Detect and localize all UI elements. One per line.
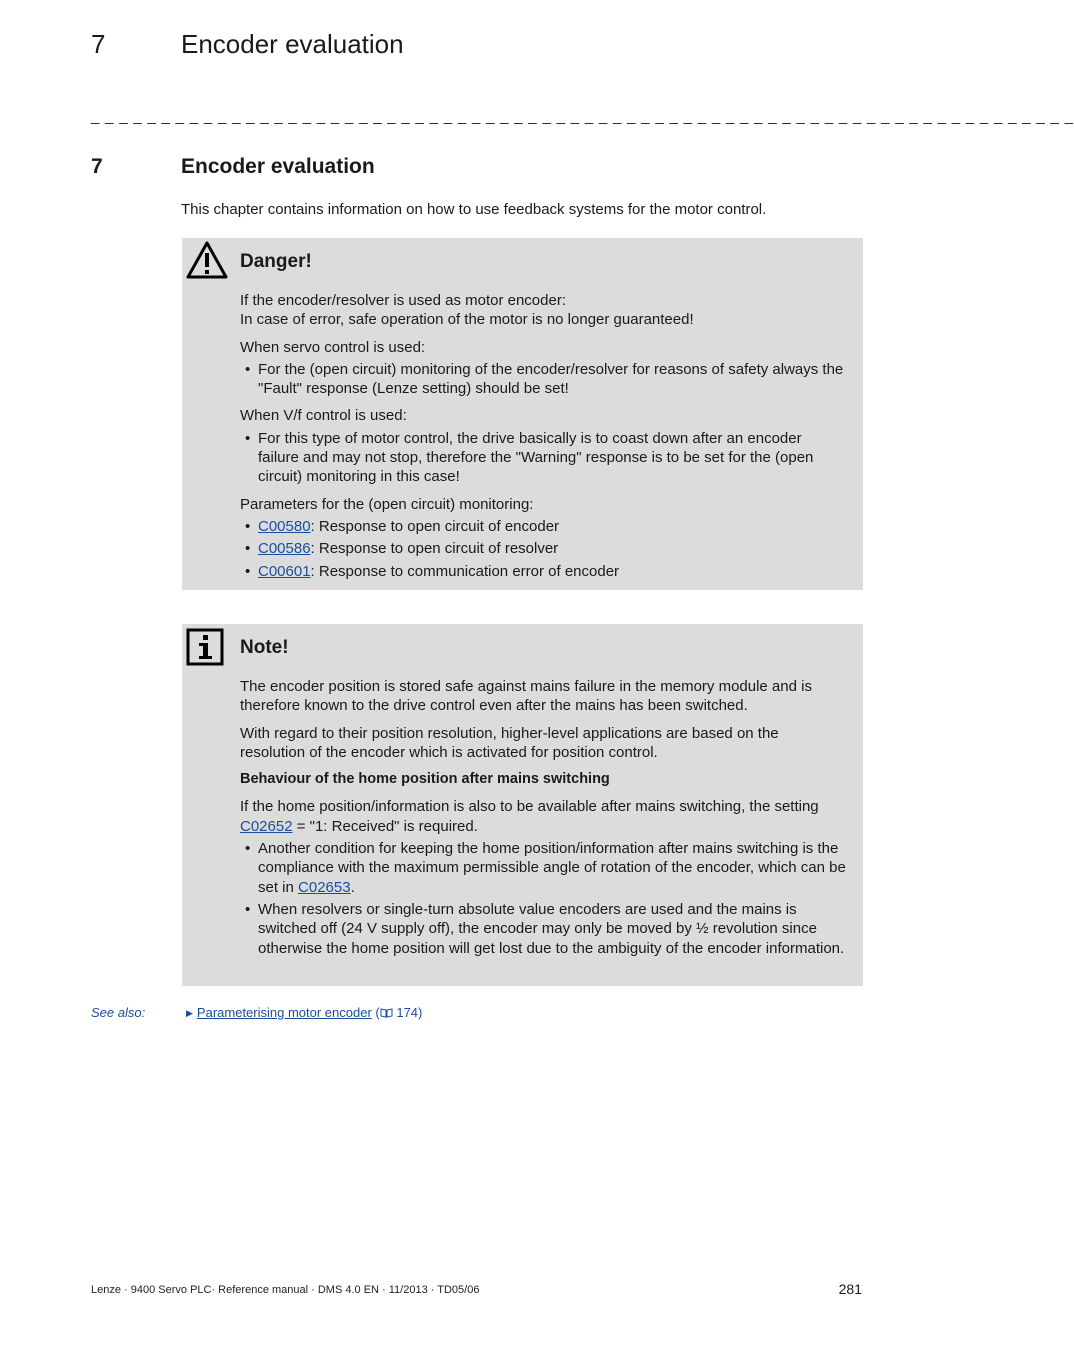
- note-paragraph: If the home position/information is also to be available after mains switching, the setting C02652 = "1: Received" is required.: [240, 798, 819, 835]
- note-box: [182, 624, 863, 986]
- section-title: Encoder evaluation: [181, 155, 375, 178]
- list-item: [240, 539, 846, 558]
- header-divider: _ _ _ _ _ _ _ _ _ _ _ _ _ _ _ _ _ _ _ _ _ _ _ _ _ _ _ _ _ _ _ _ _ _ _ _ _ _ _ _ _ _ _ _ _ _ _ _ _ _ _ _ _ _ _ _ _ _ _ _ _ _ _ _ _ _ _ _ _ _: [91, 108, 1074, 125]
- warning-triangle-icon: [186, 241, 228, 279]
- list-item: • For this type of motor control, the drive basically is to coast down after an encoder failure and may not stop, therefore the "Warning" response is to be set for the (open circuit) monitoring in this case!: [240, 429, 846, 487]
- params-label: Parameters for the (open circuit) monitoring:: [240, 495, 534, 513]
- note-heading: Note!: [240, 637, 289, 658]
- param-description: : Response to open circuit of resolver: [310, 540, 559, 558]
- danger-content: [240, 291, 846, 589]
- list-item: • For the (open circuit) monitoring of the encoder/resolver for reasons of safety always the "Fault" response (Lenze setting) should be set!: [240, 360, 846, 399]
- danger-text-line: If the encoder/resolver is used as motor encoder:: [240, 292, 567, 309]
- param-link-c00580[interactable]: C00580: [258, 517, 311, 535]
- see-also-label: See also:: [91, 1005, 146, 1020]
- arrow-right-icon: ▶: [186, 1008, 193, 1018]
- vf-label: When V/f control is used:: [240, 407, 407, 425]
- danger-box: [182, 238, 863, 590]
- danger-text-line: In case of error, safe operation of the motor is no longer guaranteed!: [240, 311, 694, 329]
- header-chapter-number: 7: [91, 29, 106, 59]
- servo-label: When servo control is used:: [240, 338, 426, 356]
- list-item: • Another condition for keeping the home position/information after mains switching is the compliance with the maximum permissible angle of rotation of the encoder, which can be set in C02653.: [240, 839, 846, 897]
- see-also-page: 174): [392, 1005, 423, 1020]
- param-link-c00601[interactable]: C00601: [258, 562, 311, 580]
- danger-heading: Danger!: [240, 251, 312, 272]
- see-also-link[interactable]: Parameterising motor encoder: [196, 1005, 372, 1020]
- param-link-c02652[interactable]: C02652: [240, 817, 293, 835]
- list-item: [240, 562, 846, 581]
- section-number: 7: [91, 155, 103, 178]
- param-link-c02653[interactable]: C02653: [298, 878, 351, 896]
- info-icon: [186, 628, 224, 666]
- param-description: : Response to open circuit of encoder: [310, 517, 560, 535]
- header-chapter-title: Encoder evaluation: [181, 29, 404, 59]
- note-paragraph: The encoder position is stored safe against mains failure in the memory module and is therefore known to the drive control even after the mains has been switched.: [240, 678, 812, 715]
- note-content: [240, 677, 846, 966]
- note-paragraph: With regard to their position resolution, higher-level applications are based on the resolution of the encoder which is activated for position control.: [240, 724, 779, 761]
- note-subheading: Behaviour of the home position after mains switching: [240, 771, 610, 788]
- footer-document-info: Lenze · 9400 Servo PLC· Reference manual · DMS 4.0 EN · 11/2013 · TD05/06: [91, 1284, 480, 1296]
- book-icon: [380, 1008, 393, 1018]
- param-description: : Response to communication error of encoder: [310, 562, 620, 580]
- page-number: 281: [838, 1281, 862, 1297]
- list-item: • When resolvers or single-turn absolute value encoders are used and the mains is switched off (24 V supply off), the encoder may only be moved by ½ revolution since otherwise the home position will get lost due to the ambiguity of the encoder information.: [240, 900, 846, 958]
- see-also-reference: ▶ Parameterising motor encoder ( 174): [186, 1005, 423, 1020]
- param-link-c00586[interactable]: C00586: [258, 540, 311, 558]
- list-item: [240, 517, 846, 536]
- section-intro: This chapter contains information on how to use feedback systems for the motor control.: [181, 201, 767, 218]
